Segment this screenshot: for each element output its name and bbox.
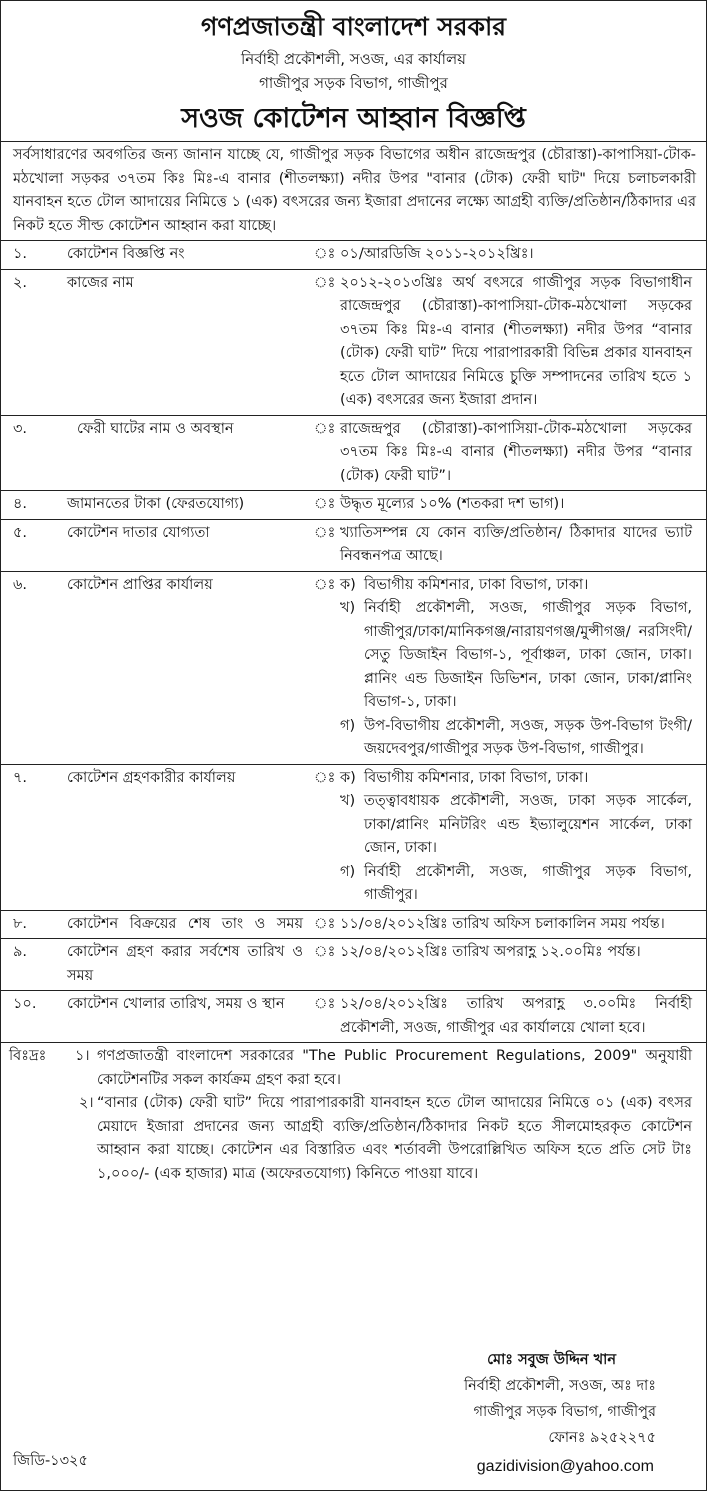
government-name: গণপ্রজাতন্ত্রী বাংলাদেশ সরকার bbox=[201, 12, 506, 41]
note-item bbox=[75, 1045, 692, 1092]
notice-title: সওজ কোটেশন আহ্বান বিজ্ঞপ্তি bbox=[181, 103, 526, 134]
item-number: ৪. bbox=[13, 496, 28, 512]
item-value: ১২/০৪/২০১২খ্রিঃ তারিখ অপরাহ্ণ ৩.০০মিঃ নির্বাহী প্রকৌশলী, সওজ, গাজীপুর এর কার্যালয়ে খোলা হবে। bbox=[340, 996, 692, 1036]
item-number: ২. bbox=[13, 274, 28, 291]
item-number: ৮. bbox=[13, 915, 28, 932]
item-colon: ঃ bbox=[314, 915, 336, 932]
item-label: জামানতের টাকা (ফেরতযোগ্য) bbox=[67, 496, 245, 512]
note-item bbox=[79, 1092, 692, 1186]
item-colon: ঃ bbox=[314, 576, 336, 593]
table-row bbox=[1, 990, 706, 1042]
contact-email: gazidivision@yahoo.com bbox=[476, 1458, 654, 1475]
signatory-designation: নির্বাহী প্রকৌশলী, সওজ, অঃ দাঃ bbox=[463, 1378, 656, 1394]
note-text: গণপ্রজাতন্ত্রী বাংলাদেশ সরকারের "The Public Procurement Regulations, 2009" অনুযায়ী কোটেশনটির সকল কার্যক্রম গ্রহণ করা হবে। bbox=[97, 1048, 692, 1088]
signatory-office: গাজীপুর সড়ক বিভাগ, গাজীপুর bbox=[473, 1404, 656, 1420]
item-value: উদ্ধৃত মূল্যের ১০% (শতকরা দশ ভাগ)। bbox=[340, 496, 565, 512]
list-item bbox=[340, 767, 692, 791]
item-label: কোটেশন দাতার যোগ্যতা bbox=[67, 524, 210, 541]
item-colon: ঃ bbox=[314, 246, 336, 262]
list-marker: ক) bbox=[340, 576, 356, 593]
item-value-list bbox=[340, 574, 692, 762]
table-row bbox=[1, 571, 706, 764]
table-row bbox=[1, 764, 706, 910]
list-item bbox=[340, 861, 692, 908]
office-line-2: গাজীপুর সড়ক বিভাগ, গাজীপুর bbox=[259, 74, 448, 92]
item-colon: ঃ bbox=[314, 496, 336, 512]
notice-code: জিডি-১৩২৫ bbox=[13, 1453, 88, 1469]
item-value-list bbox=[340, 767, 692, 908]
table-row bbox=[1, 910, 706, 939]
notes-section bbox=[1, 1042, 706, 1186]
item-colon: ঃ bbox=[314, 944, 336, 960]
item-number: ৯. bbox=[13, 944, 28, 960]
item-label: কাজের নাম bbox=[67, 274, 134, 291]
item-value: খ্যাতিসম্পন্ন যে কোন ব্যক্তি/প্রতিষ্ঠান/ ঠিকাদার যাদের ভ্যাট নিবন্ধনপত্র আছে। bbox=[340, 524, 692, 564]
list-item-text: নির্বাহী প্রকৌশলী, সওজ, গাজীপুর সড়ক বিভাগ, গাজীপুর। bbox=[364, 863, 692, 903]
item-number: ৫. bbox=[13, 524, 28, 541]
item-value: ১১/০৪/২০১২খ্রিঃ তারিখ অফিস চলাকালিন সময় পর্যন্ত। bbox=[340, 915, 665, 932]
list-marker: গ) bbox=[340, 863, 356, 880]
table-row bbox=[1, 938, 706, 990]
item-colon: ঃ bbox=[314, 996, 336, 1012]
signature-block bbox=[464, 1347, 656, 1451]
notes-lead: বিঃদ্রঃ bbox=[9, 1048, 47, 1064]
item-colon: ঃ bbox=[314, 420, 336, 437]
list-item-text: তত্ত্বাবধায়ক প্রকৌশলী, সওজ, ঢাকা সড়ক সার্কেল, ঢাকা/প্লানিং মনিটরিং এন্ড ইভ্যালুয়েশন সার্কেল, ঢাকা জোন, ঢাকা। bbox=[364, 793, 692, 856]
table-row bbox=[1, 519, 706, 571]
signatory-phone: ফোনঃ ৯২৫২২৭৫ bbox=[548, 1430, 656, 1446]
list-item-text: বিভাগীয় কমিশনার, ঢাকা বিভাগ, ঢাকা। bbox=[364, 576, 589, 593]
item-colon: ঃ bbox=[314, 524, 336, 541]
list-marker: খ) bbox=[340, 793, 356, 809]
item-number: ১০. bbox=[13, 996, 37, 1012]
item-label: কোটেশন খোলার তারিখ, সময় ও স্থান bbox=[67, 996, 285, 1012]
item-label: কোটেশন প্রাপ্তির কার্যালয় bbox=[67, 576, 213, 593]
item-number: ১. bbox=[13, 246, 28, 262]
list-item-text: উপ-বিভাগীয় প্রকৌশলী, সওজ, সড়ক উপ-বিভাগ টংগী/জয়দেবপুর/গাজীপুর সড়ক উপ-বিভাগ, গাজীপুর। bbox=[364, 717, 692, 757]
item-label: কোটেশন বিজ্ঞপ্তি নং bbox=[67, 246, 185, 262]
table-row bbox=[1, 490, 706, 519]
list-marker: ক) bbox=[340, 769, 356, 786]
list-item bbox=[340, 715, 692, 762]
list-item bbox=[340, 790, 692, 861]
list-item-text: বিভাগীয় কমিশনার, ঢাকা বিভাগ, ঢাকা। bbox=[364, 769, 589, 786]
list-item bbox=[340, 597, 692, 715]
table-row bbox=[1, 415, 706, 491]
item-value: ২০১২-২০১৩খ্রিঃ অর্থ বৎসরে গাজীপুর সড়ক বিভাগাধীন রাজেন্দ্রপুর (চৌরাস্তা)-কাপাসিয়া-টোক-মঠখোলা সড়কের ৩৭তম কিঃ মিঃ-এ বানার (শীতলক্ষ্যা) নদীর উপর “বানার (টোক) ফেরী ঘাট” দিয়ে পারাপারকারী বিভিন্ন প্রকার যানবাহন হতে টোল আদায়ের নিমিত্তে চুক্তি সম্পাদনের তারিখ হতে ১ (এক) বৎসরের জন্য ইজারা প্রদান। bbox=[340, 274, 692, 408]
item-label: কোটেশন বিক্রয়ের শেষ তাং ও সময় bbox=[67, 915, 303, 932]
item-value: ০১/আরডিজি ২০১১-২০১২খ্রিঃ। bbox=[340, 246, 534, 262]
item-label: কোটেশন গ্রহণ করার সর্বশেষ তারিখ ও সময় bbox=[67, 944, 303, 984]
item-colon: ঃ bbox=[314, 274, 336, 291]
item-number: ৬. bbox=[13, 576, 28, 593]
item-number: ৭. bbox=[13, 769, 28, 786]
note-text: “বানার (টোক) ফেরী ঘাট” দিয়ে পারাপারকারী যানবাহন হতে টোল আদায়ের নিমিত্তে ০১ (এক) বৎসর মেয়াদে ইজারা প্রদানের জন্য আগ্রহী ব্যক্তি/প্রতিষ্ঠান/ঠিকাদার নিকট হতে সীলমোহরকৃত কোটেশন আহ্বান করা যাচ্ছে। কোটেশন এর বিস্তারিত এবং শর্তাবলী উপরোল্লিখিত অফিস হতে প্রতি সেট টাঃ ১,০০০/- (এক হাজার) মাত্র (অফেরতযোগ্য) কিনিতে পাওয়া যাবে। bbox=[97, 1095, 692, 1182]
table-row bbox=[1, 269, 706, 415]
notice-header bbox=[1, 7, 706, 141]
note-marker: ১। bbox=[75, 1048, 90, 1064]
list-marker: খ) bbox=[340, 600, 356, 616]
item-number: ৩. bbox=[13, 420, 28, 437]
item-value: ১২/০৪/২০১২খ্রিঃ তারিখ অপরাহ্ণ ১২.০০মিঃ পর্যন্ত। bbox=[340, 944, 641, 960]
table-row bbox=[1, 240, 706, 269]
office-line-1: নির্বাহী প্রকৌশলী, সওজ, এর কার্যালয় bbox=[241, 50, 466, 68]
item-value: রাজেন্দ্রপুর (চৌরাস্তা)-কাপাসিয়া-টোক-মঠখোলা সড়কের ৩৭তম কিঃ মিঃ-এ বানার (শীতলক্ষ্যা) নদীর উপর “বানার (টোক) ফেরী ঘাট”। bbox=[340, 420, 692, 484]
item-label: কোটেশন গ্রহণকারীর কার্যালয় bbox=[67, 769, 236, 786]
list-item-text: নির্বাহী প্রকৌশলী, সওজ, গাজীপুর সড়ক বিভাগ, গাজীপুর/ঢাকা/মানিকগঞ্জ/নারায়ণগঞ্জ/মুন্সীগঞ্জ/ নরসিংদী/সেতু ডিজাইন বিভাগ-১, পূর্বাঞ্চল, ঢাকা জোন, ঢাকা। প্লানিং এন্ড ডিজাইন ডিভিশন, ঢাকা জোন, ঢাকা/প্লানিং বিভাগ-১, ঢাকা। bbox=[364, 600, 692, 710]
signatory-name: মোঃ সবুজ উদ্দিন খান bbox=[487, 1352, 616, 1368]
list-marker: গ) bbox=[340, 717, 356, 734]
list-item bbox=[340, 574, 692, 598]
item-colon: ঃ bbox=[314, 769, 336, 786]
item-label: ফেরী ঘাটের নাম ও অবস্থান bbox=[77, 420, 234, 437]
intro-paragraph: সর্বসাধারণের অবগতির জন্য জানান যাচ্ছে যে, গাজীপুর সড়ক বিভাগের অধীন রাজেন্দ্রপুর (চৌরাস্তা)-কাপাসিয়া-টোক-মঠখোলা সড়কর ৩৭তম কিঃ মিঃ-এ বানার (শীতলক্ষ্যা) নদীর উপর "বানার (টোক) ফেরী ঘাট" দিয়ে চলাচলকারী যানবাহন হতে টোল আদায়ের নিমিত্তে ১ (এক) বৎসরের জন্য ইজারা প্রদানের লক্ষ্যে আগ্রহী ব্যক্তি/প্রতিষ্ঠান/ঠিকাদার এর নিকট হতে সীল্ড কোটেশন আহ্বান করা যাচ্ছে। bbox=[13, 147, 696, 234]
note-marker: ২। bbox=[79, 1095, 94, 1111]
